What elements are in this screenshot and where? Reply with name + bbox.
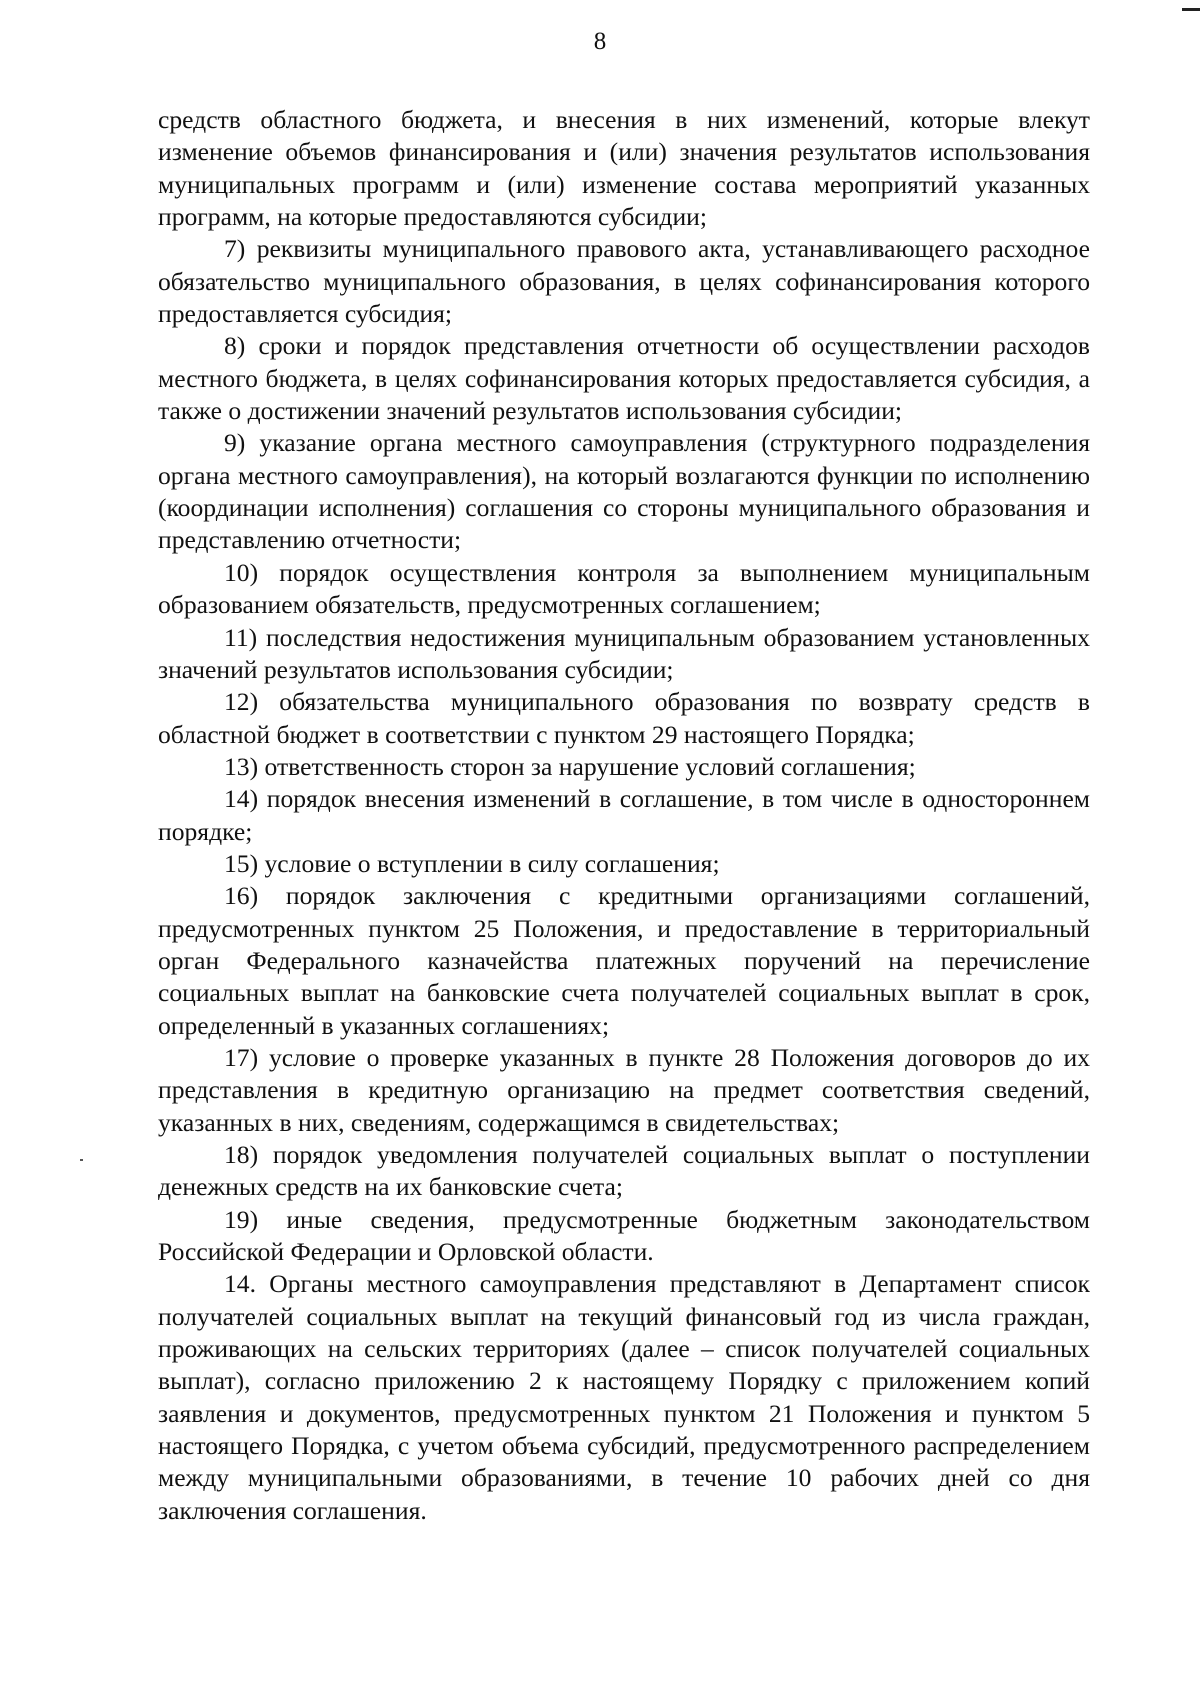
paragraph-section-14: 14. Органы местного самоуправления представляют в Департамент список получателей социальных выплат на текущий финансовый год из числа граждан, проживающих на сельских территориях (далее – список получателей социальных выплат), согласно приложению 2 к настоящему Порядку с приложением копий заявления и документов, предусмотренных пунктом 21 Положения и пунктом 5 настоящего Порядка, с учетом объема субсидий, предусмотренного распределением между муниципальными образованиями, в течение 10 рабочих дней со дня заключения соглашения. — [158, 1269, 1090, 1525]
paragraph-item-13: 13) ответственность сторон за нарушение условий соглашения; — [224, 751, 916, 781]
page-number: 8 — [593, 28, 607, 55]
paragraph-item-16: 16) порядок заключения с кредитными организациями соглашений, предусмотренных пунктом 25 Положения, и предоставление в территориальный орган Федерального казначейства платежных поручений на перечисление социальных выплат на банковские счета получателей социальных выплат в срок, определенный в указанных соглашениях; — [158, 881, 1090, 1040]
document-body — [158, 104, 1090, 1527]
paragraph-item-12: 12) обязательства муниципального образования по возврату средств в областной бюджет в соответствии с пунктом 29 настоящего Порядка; — [158, 687, 1090, 749]
paragraph-item-14: 14) порядок внесения изменений в соглашение, в том числе в одностороннем порядке; — [158, 784, 1090, 846]
paragraph-item-17: 17) условие о проверке указанных в пункте 28 Положения договоров до их представления в кредитную организацию на предмет соответствия сведений, указанных в них, сведениям, содержащимся в свидетельствах; — [158, 1042, 1090, 1137]
paragraph-item-8: 8) сроки и порядок представления отчетности об осуществлении расходов местного бюджета, в целях софинансирования которых предоставляется субсидия, а также о достижении значений результатов использования субсидии; — [158, 331, 1090, 426]
paragraph-item-15: 15) условие о вступлении в силу соглашения; — [224, 848, 720, 878]
scan-edge-mark — [1182, 8, 1200, 11]
paragraph-item-19: 19) иные сведения, предусмотренные бюджетным законодательством Российской Федерации и Орловской области. — [158, 1204, 1090, 1267]
paragraph-continuation: средств областного бюджета, и внесения в них изменений, которые влекут изменение объемов финансирования и (или) значения результатов использования муниципальных программ и (или) изменение состава мероприятий указанных программ, на которые предоставляются субсидии; — [158, 105, 1090, 232]
paragraph-item-7: 7) реквизиты муниципального правового акта, устанавливающего расходное обязательство муниципального образования, в целях софинансирования которого предоставляется субсидия; — [158, 234, 1090, 329]
paragraph-item-9: 9) указание органа местного самоуправления (структурного подразделения органа местного самоуправления), на который возлагаются функции по исполнению (координации исполнения) соглашения со стороны муниципального образования и представлению отчетности; — [158, 428, 1090, 555]
paragraph-item-18: 18) порядок уведомления получателей социальных выплат о поступлении денежных средств на их банковские счета; — [158, 1140, 1090, 1202]
scan-speck — [80, 1159, 83, 1161]
paragraph-item-10: 10) порядок осуществления контроля за выполнением муниципальным образованием обязательств, предусмотренных соглашением; — [158, 557, 1090, 620]
paragraph-item-11: 11) последствия недостижения муниципальным образованием установленных значений результатов использования субсидии; — [158, 622, 1090, 684]
